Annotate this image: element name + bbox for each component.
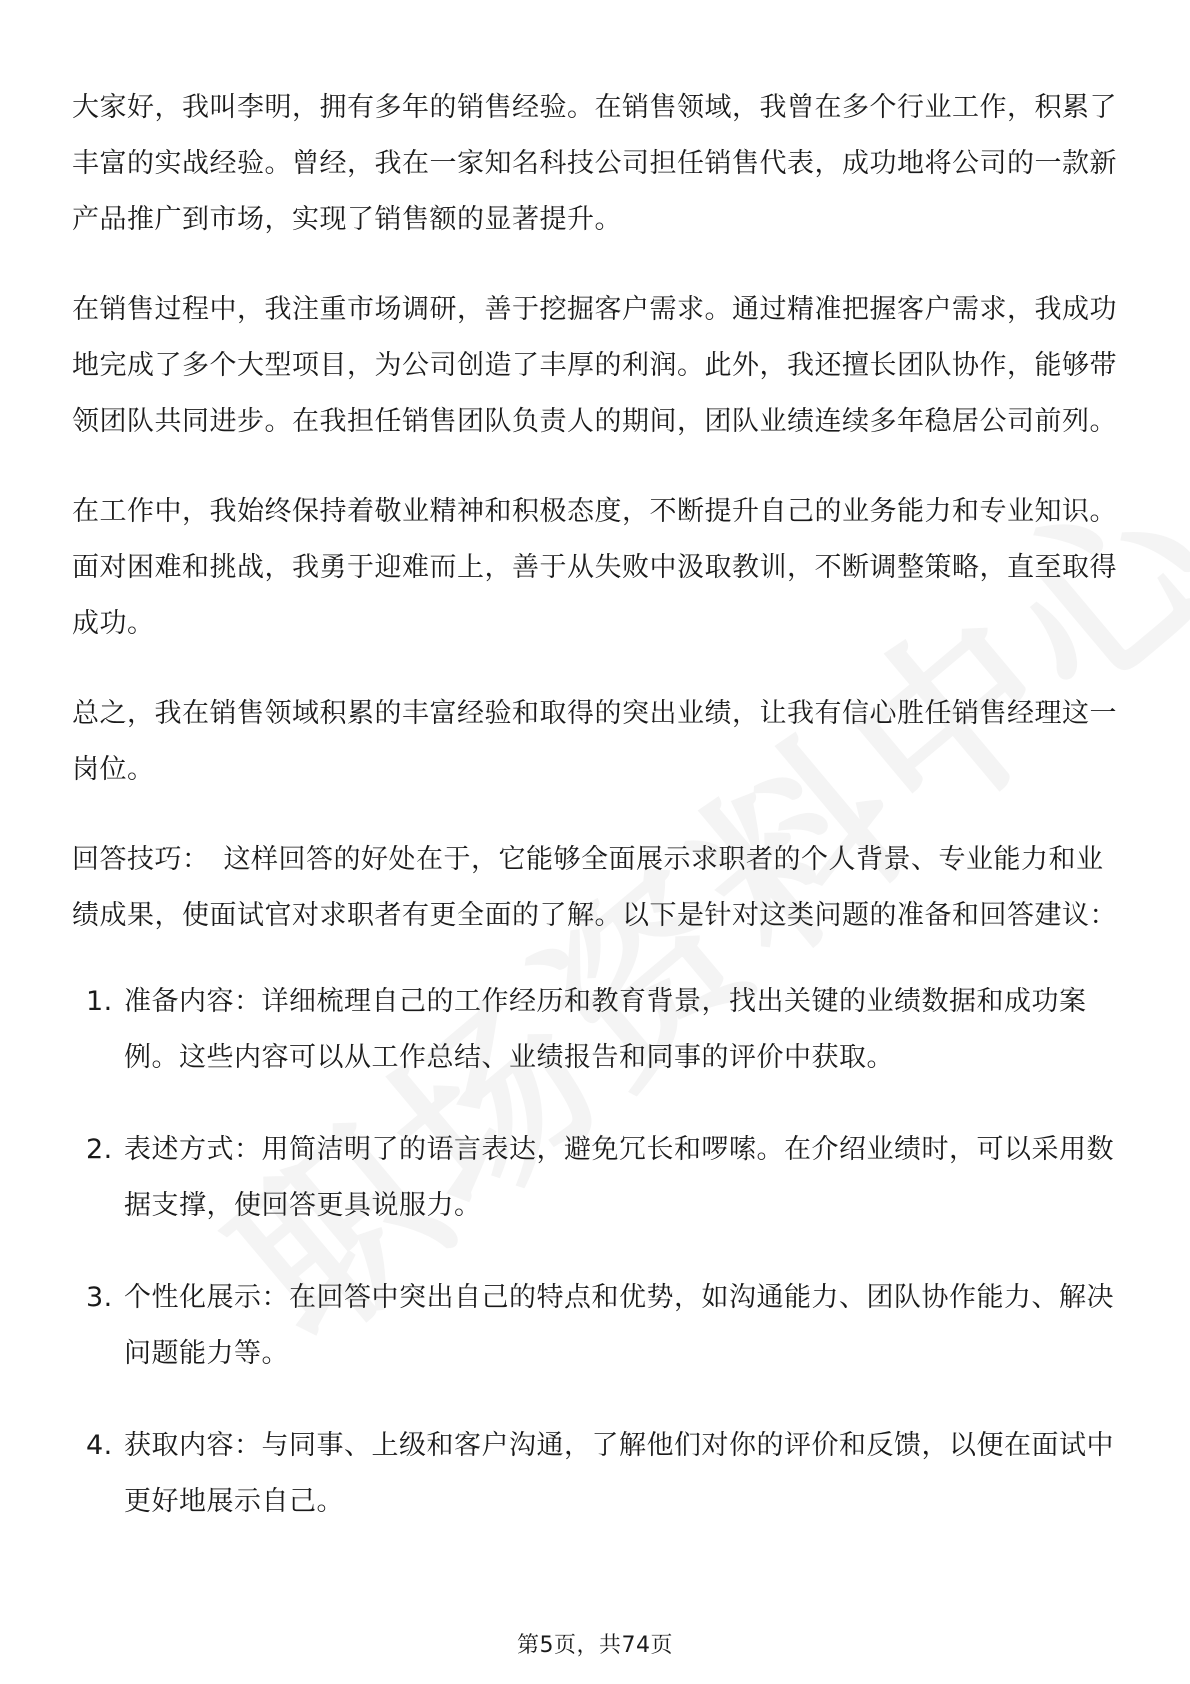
- list-item-text: 表述方式：用简洁明了的语言表达，避免冗长和啰嗦。在介绍业绩时，可以采用数据支撑，使回答更具说服力。: [124, 1134, 1114, 1221]
- list-item-number: 1.: [86, 986, 113, 1017]
- answer-tip: [72, 832, 1122, 944]
- list-item-number: 4.: [86, 1430, 113, 1461]
- list-item: [72, 1122, 1122, 1234]
- list-item-text: 准备内容：详细梳理自己的工作经历和教育背景，找出关键的业绩数据和成功案例。这些内容可以从工作总结、业绩报告和同事的评价中获取。: [124, 986, 1087, 1073]
- paragraph-attitude: 在工作中，我始终保持着敬业精神和积极态度，不断提升自己的业务能力和专业知识。面对困难和挑战，我勇于迎难而上，善于从失败中汲取教训，不断调整策略，直至取得成功。: [72, 496, 1117, 639]
- list-item-number: 3.: [86, 1282, 113, 1313]
- list-item-text: 个性化展示：在回答中突出自己的特点和优势，如沟通能力、团队协作能力、解决问题能力等。: [124, 1282, 1114, 1369]
- answer-tip-label: 回答技巧：: [72, 844, 210, 875]
- paragraph-summary: 总之，我在销售领域积累的丰富经验和取得的突出业绩，让我有信心胜任销售经理这一岗位。: [72, 698, 1117, 785]
- page-number: 第5页，共74页: [517, 1633, 673, 1658]
- list-item: [72, 974, 1122, 1086]
- paragraph-intro: 大家好，我叫李明，拥有多年的销售经验。在销售领域，我曾在多个行业工作，积累了丰富的实战经验。曾经，我在一家知名科技公司担任销售代表，成功地将公司的一款新产品推广到市场，实现了销售额的显著提升。: [72, 92, 1117, 235]
- answer-tip-text: 这样回答的好处在于，它能够全面展示求职者的个人背景、专业能力和业绩成果，使面试官对求职者有更全面的了解。以下是针对这类问题的准备和回答建议：: [72, 844, 1117, 931]
- list-item: [72, 1270, 1122, 1382]
- paragraph-process: 在销售过程中，我注重市场调研，善于挖掘客户需求。通过精准把握客户需求，我成功地完成了多个大型项目，为公司创造了丰厚的利润。此外，我还擅长团队协作，能够带领团队共同进步。在我担任销售团队负责人的期间，团队业绩连续多年稳居公司前列。: [72, 294, 1117, 437]
- list-item: [72, 1418, 1122, 1530]
- tips-list: [72, 974, 1122, 1530]
- list-item-text: 获取内容：与同事、上级和客户沟通，了解他们对你的评价和反馈，以便在面试中更好地展示自己。: [124, 1430, 1114, 1517]
- list-item-number: 2.: [86, 1134, 113, 1165]
- document-body: [72, 80, 1122, 1566]
